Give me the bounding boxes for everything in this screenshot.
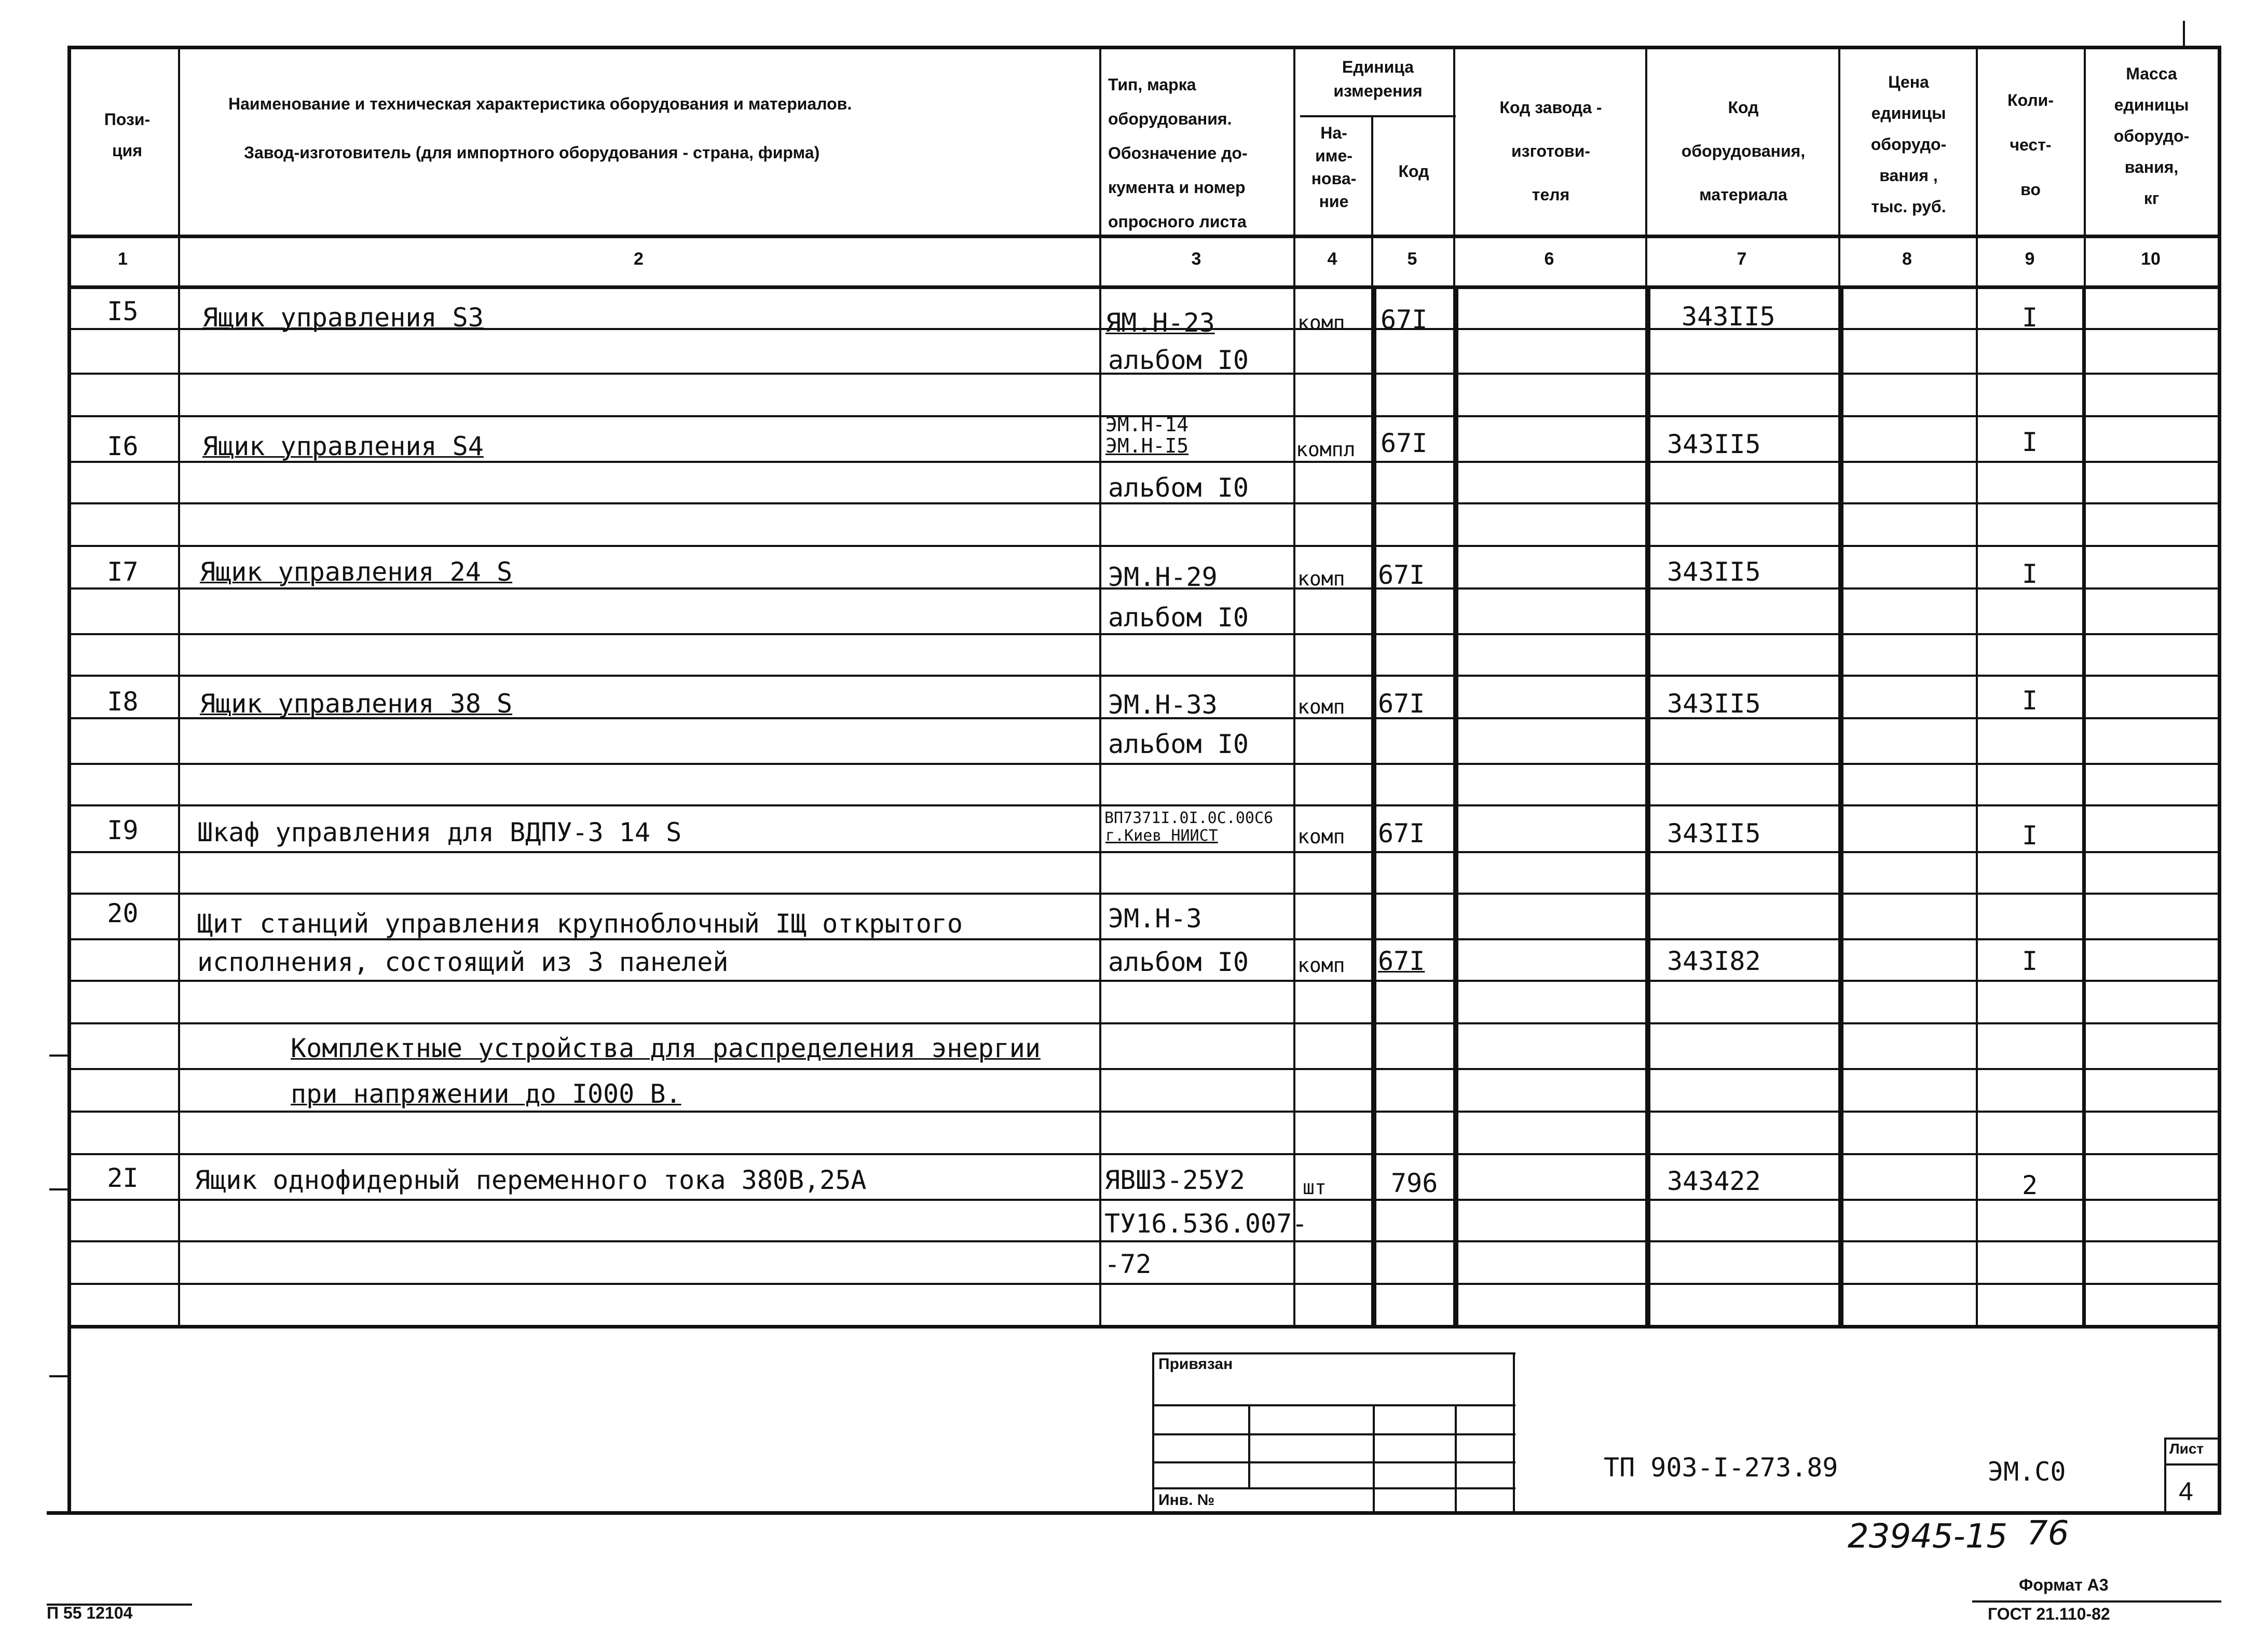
header-price: Цена единицы оборудо- вания , тыс. руб. [1870,73,1947,216]
row17-code: 343II5 [1667,557,1761,587]
row19-type: ВП7371I.0I.0C.00C6 [1104,809,1274,827]
colnum-10: 10 [2141,249,2161,269]
section-heading-line2: при напряжении до I000 В. [291,1079,681,1109]
row19-type-b: г.Киев НИИСТ [1105,827,1218,845]
row19-unitcode: 67I [1378,818,1425,848]
margin-tick [49,1188,70,1190]
stamp-line [1152,1433,1515,1435]
row20-type: ЭМ.Н-3 [1108,903,1202,934]
row16-unit: компл [1296,438,1356,461]
col-line-1 [178,46,180,1325]
bold-col-7 [1647,285,1650,1329]
stamp-line [1152,1487,1515,1489]
row15-name: Ящик управления S3 [202,303,484,333]
row15-type: ЯМ.Н-23 [1105,308,1215,338]
stamp-inv-number: Инв. № [1158,1491,1215,1509]
row20-code: 343I82 [1667,946,1761,976]
row20-name-line1: Щит станций управления крупноблочный IЩ открытого [197,909,963,939]
row19-code: 343II5 [1667,818,1761,848]
row16-album: альбом I0 [1108,473,1249,503]
section-heading-line1: Комплектные устройства для распределения энергии [291,1033,1041,1063]
row20-album: альбом I0 [1108,947,1249,977]
colnum-6: 6 [1544,249,1554,269]
colnum-1: 1 [118,249,128,269]
row20-unitcode: 67I [1378,946,1425,976]
corner-mark [2183,21,2185,46]
sheet-label: Лист [2169,1441,2204,1457]
handwritten-number-2: 76 [2027,1514,2069,1553]
row17-qty: I [2021,559,2038,589]
colnum-2: 2 [634,249,644,269]
margin-tick [49,1055,70,1057]
row15-unitcode: 67I [1381,305,1428,335]
colnum-4: 4 [1327,249,1337,269]
row15-code: 343II5 [1682,302,1775,332]
colnum-3: 3 [1191,249,1201,269]
row16-position: I6 [107,431,139,461]
row21-unitcode: 796 [1391,1168,1438,1198]
row17-unitcode: 67I [1378,560,1425,590]
row16-code: 343II5 [1667,429,1761,459]
col-line-3 [1293,46,1295,1325]
sheet-box-top [2164,1437,2219,1440]
header-factory-code: Код завода - изготови- теля [1499,98,1602,204]
row20-position: 20 [107,898,139,928]
row21-tu-cont: -72 [1104,1249,1152,1279]
document-code: ТП 903-I-273.89 [1604,1453,1838,1483]
footer-right-line [1972,1600,2221,1603]
row-line [67,1068,2221,1070]
colnum-9: 9 [2025,249,2035,269]
row-line [67,1153,2221,1155]
header-equipment-code: Код оборудования, материала [1681,98,1806,204]
row-line [67,1283,2221,1285]
document-mark: ЭМ.С0 [1988,1457,2066,1487]
row19-unit: комп [1297,825,1345,848]
row-line [67,804,2221,806]
row-line [67,980,2221,982]
stamp-top-line [1152,1352,1515,1354]
row16-unitcode: 67I [1381,428,1428,458]
row21-position: 2I [107,1163,139,1193]
frame-bottom-line [47,1511,2221,1515]
row16-name: Ящик управления S4 [202,431,484,461]
row17-name: Ящик управления 24 S [200,557,513,587]
stamp-vline [1248,1404,1250,1487]
stamp-line [1152,1404,1515,1406]
colnum-7: 7 [1737,249,1747,269]
row20-qty: I [2021,946,2038,976]
row19-qty: I [2021,820,2038,851]
row-line [67,545,2221,547]
row-line [67,1199,2221,1201]
row-line [67,851,2221,853]
sheet-box-left [2164,1437,2166,1513]
footer-code: П 55 12104 [47,1604,133,1622]
header-quantity: Коли- чест- во [2007,91,2054,199]
row17-album: альбом I0 [1108,603,1249,633]
row21-type: ЯВШ3-25У2 [1104,1165,1245,1195]
row20-unit: комп [1297,954,1345,977]
row15-album: альбом I0 [1108,345,1249,375]
row21-code: 343422 [1667,1166,1761,1196]
row-line [67,1022,2221,1024]
row20-name-line2: исполнения, состоящий из 3 панелей [197,947,729,977]
row18-position: I8 [107,687,139,717]
row17-type: ЭМ.Н-29 [1108,562,1218,592]
row19-name: Шкаф управления для ВДПУ-3 14 S [197,817,682,847]
unit-header-line [1300,115,1456,117]
row21-qty: 2 [2021,1170,2038,1200]
frame-top-line [67,46,2221,49]
row19-position: I9 [107,815,139,845]
footer-gost: ГОСТ 21.110-82 [1988,1605,2110,1623]
sheet-box-mid [2164,1463,2219,1466]
bold-col-8 [1840,285,1843,1329]
header-unit: Единица измерения [1333,58,1423,100]
row-line [67,675,2221,677]
row21-name: Ящик однофидерный переменного тока 380В,25А [195,1165,867,1195]
stamp-vline [1373,1404,1375,1513]
row17-position: I7 [107,557,139,587]
row-line [67,633,2221,635]
row18-name: Ящик управления 38 S [200,689,513,719]
sheet-number: 4 [2179,1477,2193,1506]
stamp-vline [1152,1352,1154,1513]
row18-type: ЭМ.Н-33 [1108,690,1218,720]
row-line [67,1111,2221,1113]
row-line [67,1240,2221,1242]
header-position: Пози- ция [104,110,151,160]
stamp-line [1152,1461,1515,1463]
row18-unitcode: 67I [1378,689,1425,719]
bold-col-5 [1373,285,1376,1329]
header-unit-code: Код [1398,162,1429,181]
header-name-line2: Завод-изготовитель (для импортного оборудования - страна, фирма) [244,143,820,162]
row15-position: I5 [107,296,139,326]
margin-tick [49,1375,70,1377]
row18-code: 343II5 [1667,689,1761,719]
bold-col-6 [1455,285,1458,1329]
row17-unit: комп [1297,567,1345,590]
header-name-line1: Наименование и техническая характеристика оборудования и материалов. [228,94,852,113]
table-bottom-line [67,1325,2221,1329]
row18-album: альбом I0 [1108,729,1249,759]
header-unit-name: На- име- нова- ние [1311,124,1357,211]
colnum-5: 5 [1407,249,1417,269]
row15-unit: комп [1297,311,1345,334]
row18-qty: I [2021,686,2038,716]
footer-format: Формат А3 [2019,1576,2109,1594]
header-mass: Масса единицы оборудо- вания, кг [2113,64,2190,208]
row16-type-b: ЭМ.Н-I5 [1105,434,1189,457]
row16-type: ЭМ.Н-14 [1105,413,1189,436]
row18-unit: комп [1297,695,1345,718]
row21-unit: шт [1303,1176,1327,1199]
colnum-bottom-line [67,285,2221,289]
stamp-vline [1455,1404,1457,1513]
row-line [67,893,2221,895]
stamp-vline [1513,1352,1515,1513]
col-line-2 [1099,46,1101,1325]
frame-right-line [2218,46,2221,1514]
row15-qty: I [2021,303,2038,333]
row-line [67,763,2221,765]
handwritten-number: 23945-15 [1848,1517,2008,1556]
colnum-8: 8 [1902,249,1912,269]
row16-qty: I [2021,427,2038,457]
header-type: Тип, марка оборудования. Обозначение до- кумента и номер опросного листа [1108,75,1248,231]
stamp-privyazan: Привязан [1158,1356,1233,1373]
row21-tu: ТУ16.536.007- [1104,1209,1308,1239]
